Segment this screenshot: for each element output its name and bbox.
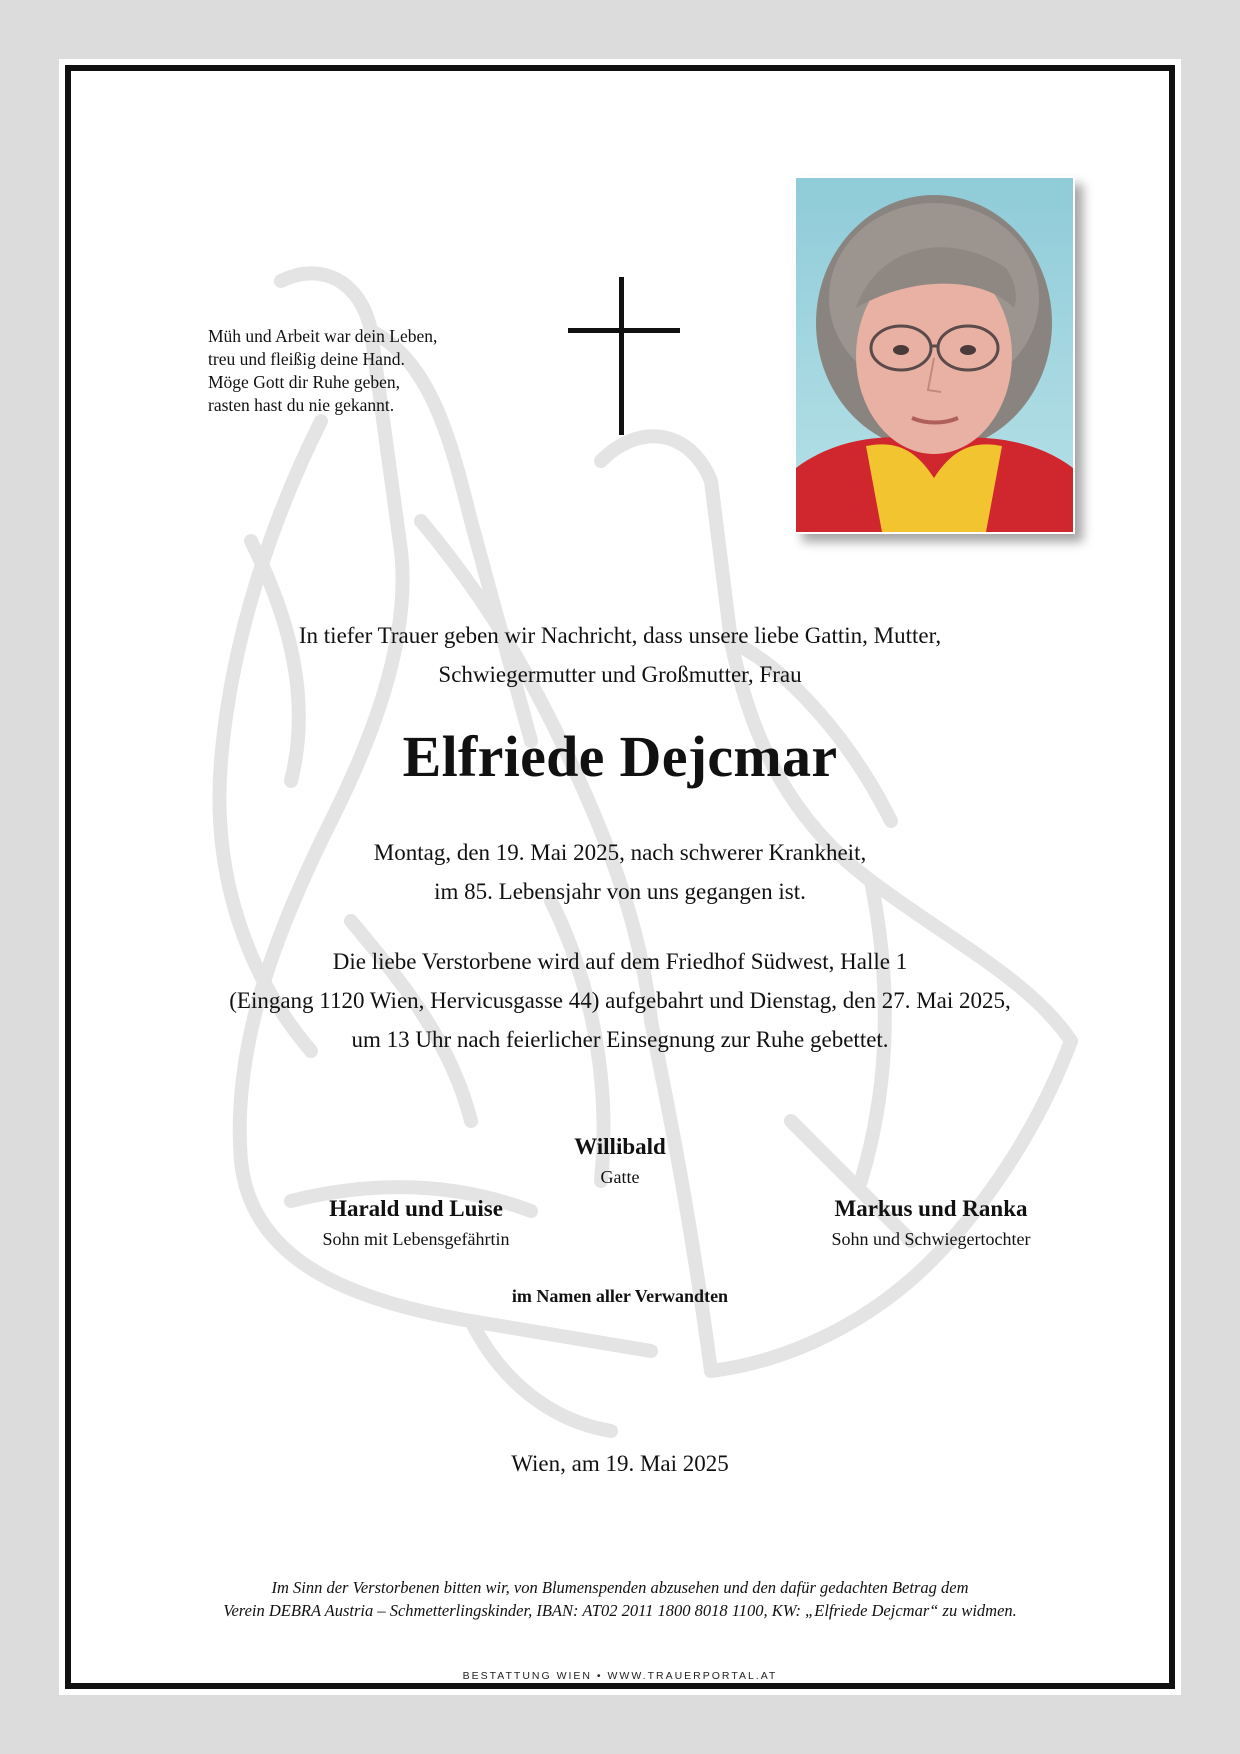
mourner-name: Markus und Ranka [834, 1196, 1028, 1221]
memorial-verse [208, 325, 508, 417]
place-and-date: Wien, am 19. Mai 2025 [511, 1451, 729, 1476]
portrait-illustration [796, 178, 1073, 532]
intro-line: Schwiegermutter und Großmutter, Frau [438, 662, 802, 687]
verse-line: rasten hast du nie gekannt. [208, 395, 395, 415]
death-notice [71, 833, 1169, 911]
mourner-spouse [71, 1132, 1169, 1192]
mourner-name: Willibald [574, 1134, 666, 1159]
obituary-frame [65, 65, 1175, 1689]
deceased-name: Elfriede Dejcmar [402, 724, 838, 789]
donation-line: Im Sinn der Verstorbenen bitten wir, von Blumenspenden abzusehen und den dafür gedachten Betrag dem [271, 1578, 969, 1597]
death-line: im 85. Lebensjahr von uns gegangen ist. [434, 879, 806, 904]
verse-line: Müh und Arbeit war dein Leben, [208, 326, 438, 346]
verse-line: Möge Gott dir Ruhe geben, [208, 372, 400, 392]
announcement-intro [71, 616, 1169, 694]
cross-icon [568, 277, 680, 435]
mourner-role: Gatte [600, 1167, 640, 1187]
burial-details [71, 942, 1169, 1059]
mourner-role: Sohn mit Lebensgefährtin [322, 1229, 510, 1249]
mourner-son-2 [771, 1194, 1091, 1254]
portrait-photo [794, 176, 1075, 534]
donation-request [71, 1576, 1169, 1622]
publisher-footer: BESTATTUNG WIEN • WWW.TRAUERPORTAL.AT [462, 1670, 778, 1682]
burial-line: (Eingang 1120 Wien, Hervicusgasse 44) aufgebahrt und Dienstag, den 27. Mai 2025, [229, 988, 1011, 1013]
donation-line: Verein DEBRA Austria – Schmetterlingskinder, IBAN: AT02 2011 1800 8018 1100, KW: „Elfriede Dejcmar“ zu widmen. [223, 1601, 1017, 1620]
mourner-role: Sohn und Schwiegertochter [831, 1229, 1031, 1249]
burial-line: Die liebe Verstorbene wird auf dem Friedhof Südwest, Halle 1 [332, 949, 908, 974]
death-line: Montag, den 19. Mai 2025, nach schwerer Krankheit, [373, 840, 867, 865]
verse-line: treu und fleißig deine Hand. [208, 349, 405, 369]
burial-line: um 13 Uhr nach feierlicher Einsegnung zur Ruhe gebettet. [351, 1027, 889, 1052]
relatives-note: im Namen aller Verwandten [511, 1286, 729, 1306]
mourner-son-1 [256, 1194, 576, 1254]
mourner-name: Harald und Luise [329, 1196, 503, 1221]
intro-line: In tiefer Trauer geben wir Nachricht, dass unsere liebe Gattin, Mutter, [298, 623, 942, 648]
